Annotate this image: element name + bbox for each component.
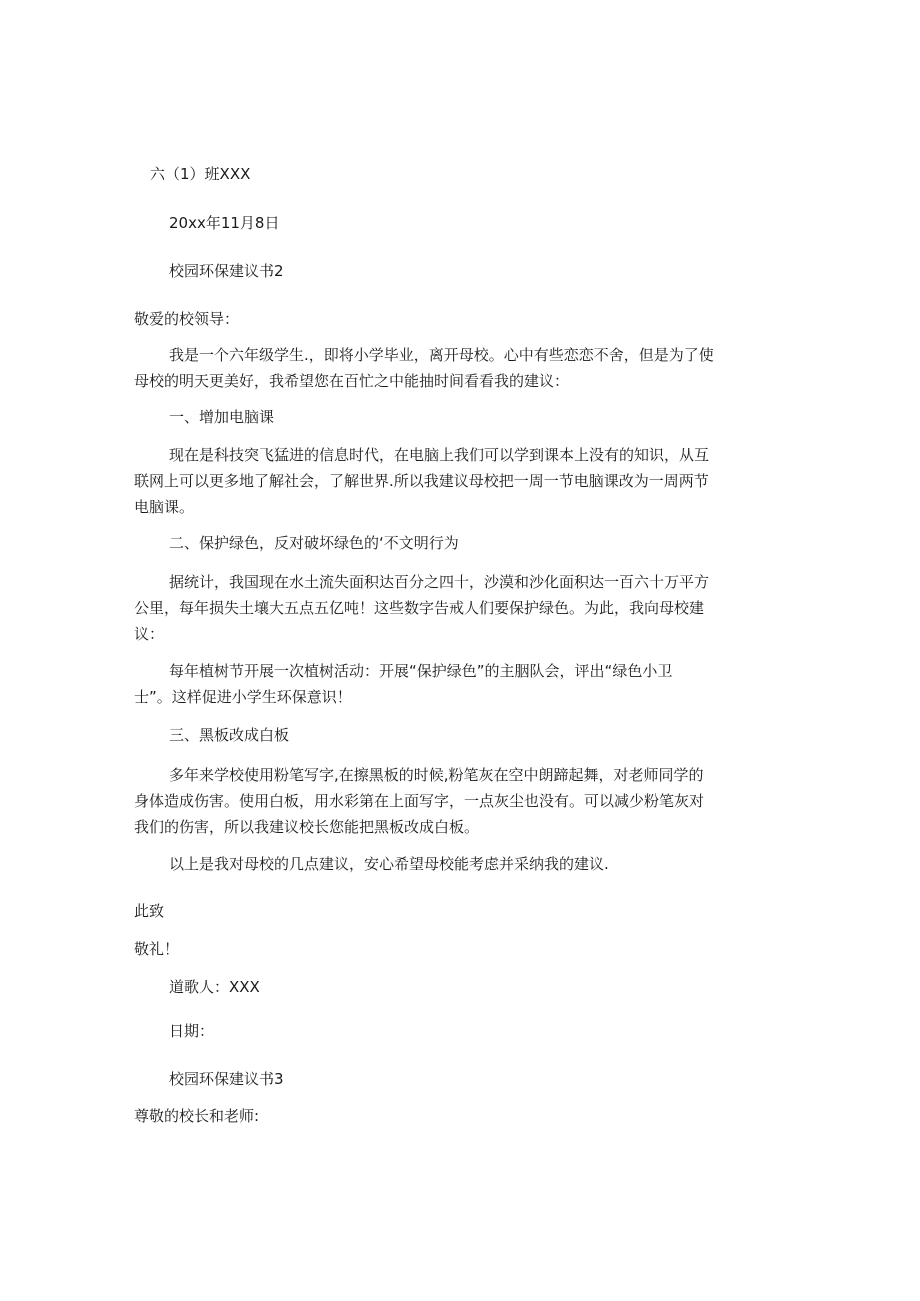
sender-line: 六（1）班XXX xyxy=(150,165,251,183)
doc2-paragraph-4 xyxy=(134,762,794,840)
doc3-title: 校园环保建议书3 xyxy=(169,1070,284,1088)
closing-ci-zhi: 此致 xyxy=(134,902,165,920)
text-line: 据统计，我国现在水土流失面积达百分之四十，沙漠和沙化面积达一百六十万平方 xyxy=(169,573,710,591)
doc2-intro-paragraph xyxy=(134,342,794,394)
doc2-salutation: 敬爱的校领导： xyxy=(134,310,240,328)
date-line: 20xx年11月8日 xyxy=(169,214,280,232)
text-line: 我们的伤害，所以我建议校长您能把黑板改成白板。 xyxy=(134,818,480,836)
text-line: 多年来学校使用粉笔写字,在擦黑板的时候,粉笔灰在空中朗蹄起舞，对老师同学的 xyxy=(169,766,704,784)
doc3-salutation: 尊敬的校长和老师: xyxy=(134,1107,260,1125)
doc2-paragraph-2 xyxy=(134,569,794,647)
text-line: 联网上可以更多地了解社会，了解世界.所以我建议母校把一周一节电脑课改为一周两节 xyxy=(134,472,709,490)
doc2-paragraph-5: 以上是我对母校的几点建议，安心希望母校能考虑并采纳我的建议. xyxy=(169,855,609,873)
text-line: 议： xyxy=(134,625,165,643)
doc2-paragraph-3 xyxy=(134,658,794,710)
text-line: 每年植树节开展一次植树活动：开展“保护绿色”的主胭队会，评出“绿色小卫 xyxy=(169,662,673,680)
doc2-heading-3: 三、黑板改成白板 xyxy=(169,726,290,744)
date-label: 日期： xyxy=(169,1022,215,1040)
text-line: 我是一个六年级学生.，即将小学毕业，离开母校。心中有些恋恋不舍，但是为了使 xyxy=(169,346,714,364)
doc2-paragraph-1 xyxy=(134,442,794,520)
text-line: 现在是科技突飞猛进的信息时代，在电脑上我们可以学到课本上没有的知识，从互 xyxy=(169,446,710,464)
text-line: 身体造成伤害。使用白板，用水彩第在上面写字，一点灰尘也没有。可以减少粉笔灰对 xyxy=(134,792,705,810)
text-line: 电脑课。 xyxy=(134,498,195,516)
doc2-heading-2: 二、保护绿色，反对破坏绿色的‘不文明行为 xyxy=(169,534,459,552)
doc2-heading-1: 一、增加电脑课 xyxy=(169,408,275,426)
closing-jing-li: 敬礼！ xyxy=(134,940,180,958)
doc2-title: 校园环保建议书2 xyxy=(169,262,284,280)
signer-line: 道歌人：XXX xyxy=(169,978,260,996)
text-line: 公里，每年损失土壤大五点五亿吨！这些数字告戒人们要保护绿色。为此，我向母校建 xyxy=(134,599,705,617)
text-line: 母校的明天更美好，我希望您在百忙之中能抽时间看看我的建议： xyxy=(134,372,570,390)
text-line: 士”。这样促进小学生环保意识！ xyxy=(134,688,352,706)
